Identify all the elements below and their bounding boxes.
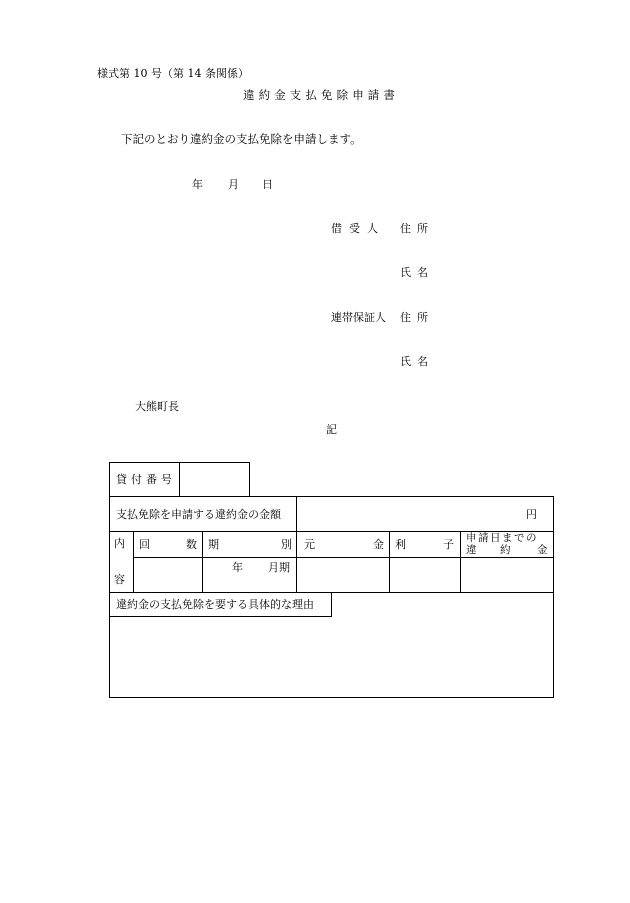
period-month: 月期 [268, 561, 290, 574]
col-principal-2: 金 [373, 538, 384, 551]
date-year: 年 [192, 178, 203, 191]
interest-field[interactable] [391, 559, 459, 591]
loan-number-field[interactable] [181, 464, 248, 495]
col-penalty-line2-b: 約 [500, 544, 511, 556]
principal-field[interactable] [298, 559, 388, 591]
penalty-field[interactable] [462, 559, 552, 591]
contents-label-2: 容 [114, 573, 125, 586]
contents-label-1: 内 [114, 537, 125, 550]
col-count-1: 回 [139, 538, 150, 551]
date-month: 月 [228, 178, 239, 191]
col-period-1: 期 [208, 538, 219, 551]
col-count-2: 数 [186, 538, 197, 551]
guarantor-address-label: 住所 [400, 311, 434, 324]
col-penalty-line1: 申請日までの [466, 532, 538, 544]
period-year: 年 [232, 561, 243, 574]
exemption-amount-field[interactable] [298, 498, 552, 530]
reason-field[interactable] [111, 618, 552, 696]
col-principal-1: 元 [304, 538, 315, 551]
reason-label: 違約金の支払免除を要する具体的な理由 [116, 598, 314, 611]
col-penalty-line2-c: 金 [537, 544, 548, 556]
guarantor-name-label: 氏名 [400, 355, 434, 368]
guarantor-role: 連帯保証人 [331, 311, 386, 324]
addressee: 大熊町長 [135, 400, 179, 413]
col-penalty-line2-a: 違 [466, 544, 477, 556]
ki-heading: 記 [326, 423, 337, 436]
col-period-2: 別 [281, 538, 292, 551]
exemption-amount-label: 支払免除を申請する違約金の金額 [116, 508, 281, 521]
borrower-address-label: 住所 [400, 222, 434, 235]
col-interest-1: 利 [395, 538, 406, 551]
count-field[interactable] [135, 559, 201, 591]
borrower-role: 借受人 [331, 222, 385, 235]
col-interest-2: 子 [443, 538, 454, 551]
loan-number-label: 貸付番号 [116, 473, 176, 486]
intro-text: 下記のとおり違約金の支払免除を申請します。 [121, 132, 362, 146]
form-number: 様式第 10 号（第 14 条関係） [97, 67, 249, 80]
borrower-name-label: 氏名 [400, 266, 434, 279]
form-title: 違約金支払免除申請書 [243, 88, 399, 102]
yen-unit: 円 [526, 508, 537, 521]
date-day: 日 [262, 178, 273, 191]
